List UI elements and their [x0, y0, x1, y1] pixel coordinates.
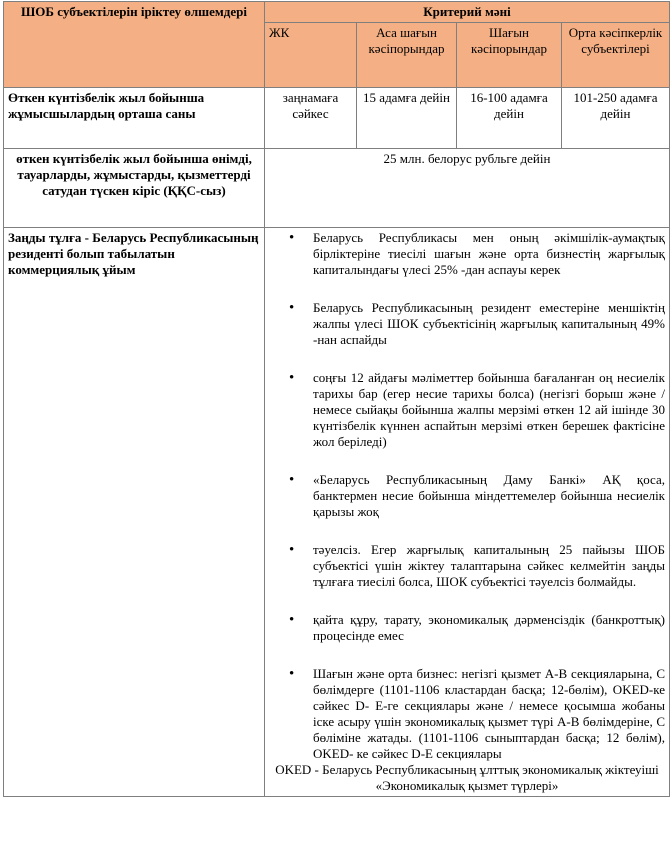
- row-legal-entity: [4, 228, 670, 797]
- header-col-medium: Орта кәсіпкерлік субъектілері: [562, 23, 670, 88]
- row-income-value: 25 млн. белорус рубльге дейін: [265, 149, 670, 228]
- row-employees: [4, 88, 670, 149]
- header-row-1: [4, 2, 670, 23]
- row-employees-ie: заңнамаға сәйкес: [265, 88, 357, 149]
- list-item: • Шағын және орта бизнес: негізгі қызмет A-B секцияларына, C бөлімдерге (1101-1106 кластардан басқа; 12-бөлім), OKED-ке сәйкес D- E-ге секциялары және / немесе қосымша жобаны іске асыру үшін экономикалық қызмет түрі A-B бөлімдеріне, C бөліміне жатады. (1101-1106 сыныптардан басқа; 12 бөлім), OKED- ке сәйкес D-E секциялары: [313, 666, 665, 762]
- header-col-small: Шағын кәсіпорындар: [457, 23, 562, 88]
- criteria-table: [3, 1, 670, 797]
- row-income-label: өткен күнтізбелік жыл бойынша өнімді, тауарларды, жұмыстарды, қызметтерді сатудан түскен кіріс (ҚҚС-сыз): [4, 149, 265, 228]
- list-item: • Беларусь Республикасы мен оның әкімшілік-аумақтық бірліктеріне тиесілі шағын және орта бизнестің жарғылық капиталындағы үлесі 25% -дан аспауы керек: [313, 230, 665, 278]
- list-item: • «Беларусь Республикасының Даму Банкі» АҚ қоса, банктермен несие бойынша міндеттемелер бойынша несиелік қарызы жоқ: [313, 472, 665, 520]
- list-item: • тәуелсіз. Егер жарғылық капиталының 25 пайызы ШОБ субъектісі үшін жіктеу талаптарына сәйкес келмейтін заңды тұлғаға тиесілі болса, ШОК субъектісі тәуелсіз болмайды.: [313, 542, 665, 590]
- row-income: [4, 149, 670, 228]
- row-employees-micro: 15 адамға дейін: [357, 88, 457, 149]
- row-employees-medium: 101-250 адамға дейін: [562, 88, 670, 149]
- header-criteria-value: Критерий мәні: [265, 2, 670, 23]
- header-col-micro: Аса шағын кәсіпорындар: [357, 23, 457, 88]
- list-item: • Беларусь Республикасының резидент еместеріне меншіктің жалпы үлесі ШОК субъектісінің жарғылық капиталының 49% -нан аспайды: [313, 300, 665, 348]
- oked-footnote: OKED - Беларусь Республикасының ұлттық экономикалық жіктеуіші «Экономикалық қызмет түрлері»: [275, 762, 659, 793]
- header-col-ie: ЖК: [265, 23, 357, 88]
- conditions-list: [269, 230, 665, 762]
- list-item: • қайта құру, тарату, экономикалық дәрменсіздік (банкроттық) процесінде емес: [313, 612, 665, 644]
- list-item: • соңғы 12 айдағы мәліметтер бойынша бағаланған оң несиелік тарихы бар (егер несие тарихы болса) (негізгі борыш және / немесе сыйақы бойынша жалпы мерзімі өткен 12 ай ішінде 30 күнтізбелік күннен аспайтын мерзімі өткен берешек фактісіне жол беріледі): [313, 370, 665, 450]
- row-employees-label: Өткен күнтізбелік жыл бойынша жұмысшылардың орташа саны: [4, 88, 265, 149]
- row-legal-entity-label: Заңды тұлға - Беларусь Республикасының резиденті болып табылатын коммерциялық ұйым: [4, 228, 265, 797]
- row-legal-entity-conditions: [265, 228, 670, 797]
- row-employees-small: 16-100 адамға дейін: [457, 88, 562, 149]
- header-selection-criteria: ШОБ субъектілерін іріктеу өлшемдері: [4, 2, 265, 88]
